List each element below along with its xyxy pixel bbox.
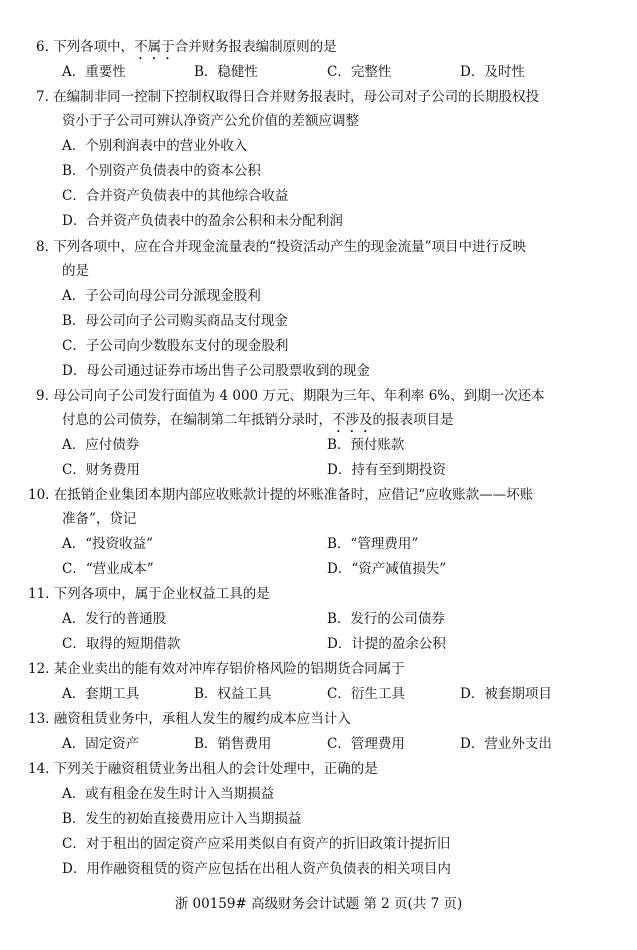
- question-text-cont: 准备”，贷记: [62, 511, 137, 527]
- option-b: B．母公司向子公司购买商品支付现金: [62, 313, 288, 329]
- option-d: D．计提的盈余公积: [327, 636, 446, 652]
- option-b: B．销售费用: [194, 736, 272, 752]
- question-10: [28, 486, 533, 504]
- option-c: C．合并资产负债表中的其他综合收益: [62, 188, 289, 204]
- option-c: C．衍生工具: [327, 686, 405, 702]
- question-number: 10.: [28, 487, 50, 503]
- question-text: 下列各项中，: [53, 39, 135, 55]
- emphasis-text: 不涉及: [332, 412, 373, 428]
- option-d: D．用作融资租赁的资产应包括在出租人资产负债表的相关项目内: [62, 861, 451, 877]
- question-text: 某企业卖出的能有效对冲库存铝价格风险的铝期货合同属于: [53, 661, 405, 677]
- question-11: [28, 585, 270, 603]
- question-number: 12.: [28, 661, 50, 677]
- option-b: B．“管理费用”: [327, 536, 419, 552]
- option-d: D．营业外支出: [460, 736, 552, 752]
- option-a: A．“投资收益”: [62, 536, 154, 552]
- option-c: C．对于租出的固定资产应采用类似自有资产的折旧政策计提折旧: [62, 836, 451, 852]
- question-9: [36, 387, 545, 405]
- question-text: 合并财务报表编制原则的是: [174, 39, 337, 55]
- question-text: 付息的公司债券，在编制第二年抵销分录时，: [62, 412, 332, 428]
- question-7: [36, 88, 539, 106]
- option-d: D．被套期项目: [460, 686, 552, 702]
- option-b: B．发行的公司债券: [327, 611, 445, 627]
- option-b: B．个别资产负债表中的资本公积: [62, 163, 261, 179]
- question-text: 在编制非同一控制下控制权取得日合并财务报表时，母公司对子公司的长期股权投: [53, 89, 540, 105]
- option-c: C．完整性: [327, 64, 392, 80]
- option-a: A．个别利润表中的营业外收入: [62, 138, 248, 154]
- question-text-cont: [62, 411, 454, 436]
- question-14: [28, 760, 378, 778]
- option-d: D．“资产减值损失”: [327, 561, 447, 577]
- question-number: 11.: [28, 586, 50, 602]
- option-c: C．管理费用: [327, 736, 405, 752]
- option-a: A．或有租金在发生时计入当期损益: [62, 786, 275, 802]
- question-12: [28, 660, 405, 678]
- question-text: 母公司向子公司发行面值为 4 000 万元、期限为三年、年利率 6%、到期一次还本: [53, 388, 545, 404]
- option-a: A．重要性: [62, 64, 126, 80]
- question-text: 下列各项中，属于企业权益工具的是: [53, 586, 270, 602]
- question-text: 下列各项中，应在合并现金流量表的“投资活动产生的现金流量”项目中进行反映: [53, 239, 526, 255]
- option-d: D．合并资产负债表中的盈余公积和未分配利润: [62, 213, 343, 229]
- option-c: C．子公司向少数股东支付的现金股利: [62, 338, 289, 354]
- option-b: B．预付账款: [327, 437, 405, 453]
- option-d: D．及时性: [460, 64, 525, 80]
- option-a: A．应付债券: [62, 437, 140, 453]
- question-number: 14.: [28, 761, 50, 777]
- question-text-cont: 的是: [62, 263, 89, 279]
- option-a: A．套期工具: [62, 686, 140, 702]
- option-c: C．取得的短期借款: [62, 636, 181, 652]
- question-8: [36, 238, 526, 256]
- question-text: 的报表项目是: [372, 412, 454, 428]
- question-6: [36, 38, 337, 63]
- page-footer: 浙 00159# 高级财务会计试题 第 2 页(共 7 页): [174, 896, 463, 912]
- option-a: A．固定资产: [62, 736, 140, 752]
- question-number: 13.: [28, 711, 50, 727]
- question-number: 8.: [36, 239, 49, 255]
- question-number: 7.: [36, 89, 49, 105]
- option-c: C．“营业成本”: [62, 561, 154, 577]
- option-d: D．母公司通过证券市场出售子公司股票收到的现金: [62, 363, 370, 379]
- emphasis-text: 不属于: [134, 39, 175, 55]
- option-b: B．发生的初始直接费用应计入当期损益: [62, 811, 302, 827]
- option-a: A．子公司向母公司分派现金股利: [62, 288, 261, 304]
- question-text: 下列关于融资租赁业务出租人的会计处理中，正确的是: [53, 761, 378, 777]
- option-b: B．稳健性: [194, 64, 258, 80]
- question-13: [28, 710, 351, 728]
- question-number: 9.: [36, 388, 49, 404]
- option-a: A．发行的普通股: [62, 611, 167, 627]
- question-number: 6.: [36, 39, 49, 55]
- question-text: 在抵销企业集团本期内部应收账款计提的坏账准备时，应借记“应收账款——坏账: [53, 487, 534, 503]
- option-b: B．权益工具: [194, 686, 272, 702]
- question-text-cont: 资小于子公司可辨认净资产公允价值的差额应调整: [62, 113, 359, 129]
- option-c: C．财务费用: [62, 462, 140, 478]
- option-d: D．持有至到期投资: [327, 462, 446, 478]
- question-text: 融资租赁业务中，承租人发生的履约成本应当计入: [53, 711, 351, 727]
